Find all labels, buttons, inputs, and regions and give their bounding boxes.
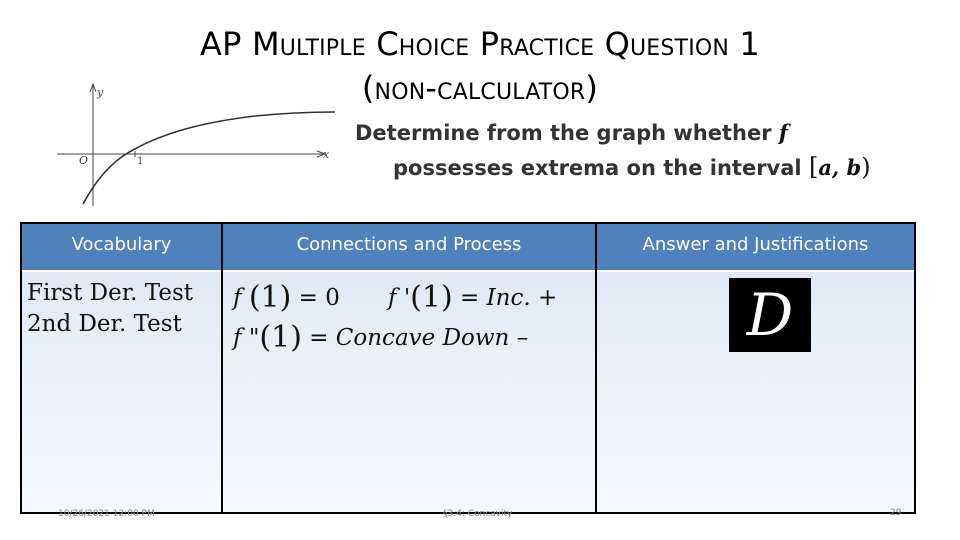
answer-choice: D <box>729 278 811 352</box>
eq3-arg: (1) <box>259 320 302 355</box>
interval-a: a <box>818 155 832 180</box>
footer-section: §3.4: Concavity <box>443 509 513 519</box>
vocab-item-2: 2nd Der. Test <box>27 311 182 337</box>
function-curve <box>83 112 335 204</box>
interval-open: [ <box>808 153 819 181</box>
header-vocabulary: Vocabulary <box>22 224 221 272</box>
prompt-line-2-text: possesses extrema on the interval <box>393 156 802 180</box>
eq2-lhs: f ' <box>388 285 411 311</box>
function-graph <box>55 82 340 210</box>
header-connections: Connections and Process <box>223 224 595 272</box>
work-table <box>20 222 916 514</box>
equation-second-derivative <box>233 320 528 355</box>
header-answer: Answer and Justifications <box>597 224 914 272</box>
vocab-item-1: First Der. Test <box>27 280 194 306</box>
equation-f-of-1 <box>233 280 340 315</box>
y-axis-label: y <box>97 86 104 99</box>
title-line-2: (non-calculator) <box>361 69 599 107</box>
vocabulary-cell <box>22 272 221 512</box>
eq1-arg: (1) <box>248 280 292 315</box>
equation-first-derivative <box>388 280 557 315</box>
prompt-line-1-text: Determine from the graph whether <box>355 121 772 145</box>
origin-label: O <box>79 154 89 167</box>
eq2-arg: (1) <box>410 280 453 315</box>
footer-date: 10/26/2021 12:00 PM <box>58 509 155 519</box>
prompt-function-var: f <box>778 120 788 145</box>
title-line-1: AP Multiple Choice Practice Question 1 <box>199 25 760 63</box>
eq2-rhs: = Inc. + <box>459 285 558 311</box>
interval-close: ) <box>861 153 871 181</box>
eq3-rhs: = Concave Down – <box>309 325 529 351</box>
prompt-line-1 <box>355 116 915 150</box>
eq3-lhs: f " <box>233 325 260 351</box>
question-prompt <box>355 116 915 185</box>
interval-sep: , <box>831 155 847 180</box>
eq1-rhs: = 0 <box>298 285 340 311</box>
tick-label-1: 1 <box>137 156 144 167</box>
eq1-lhs: f <box>233 285 242 311</box>
prompt-line-2 <box>355 150 915 185</box>
answer-cell <box>597 272 914 512</box>
x-axis-label: x <box>323 148 330 161</box>
interval-b: b <box>846 155 862 180</box>
footer-page-number: 29 <box>890 508 902 518</box>
process-cell <box>223 272 595 512</box>
